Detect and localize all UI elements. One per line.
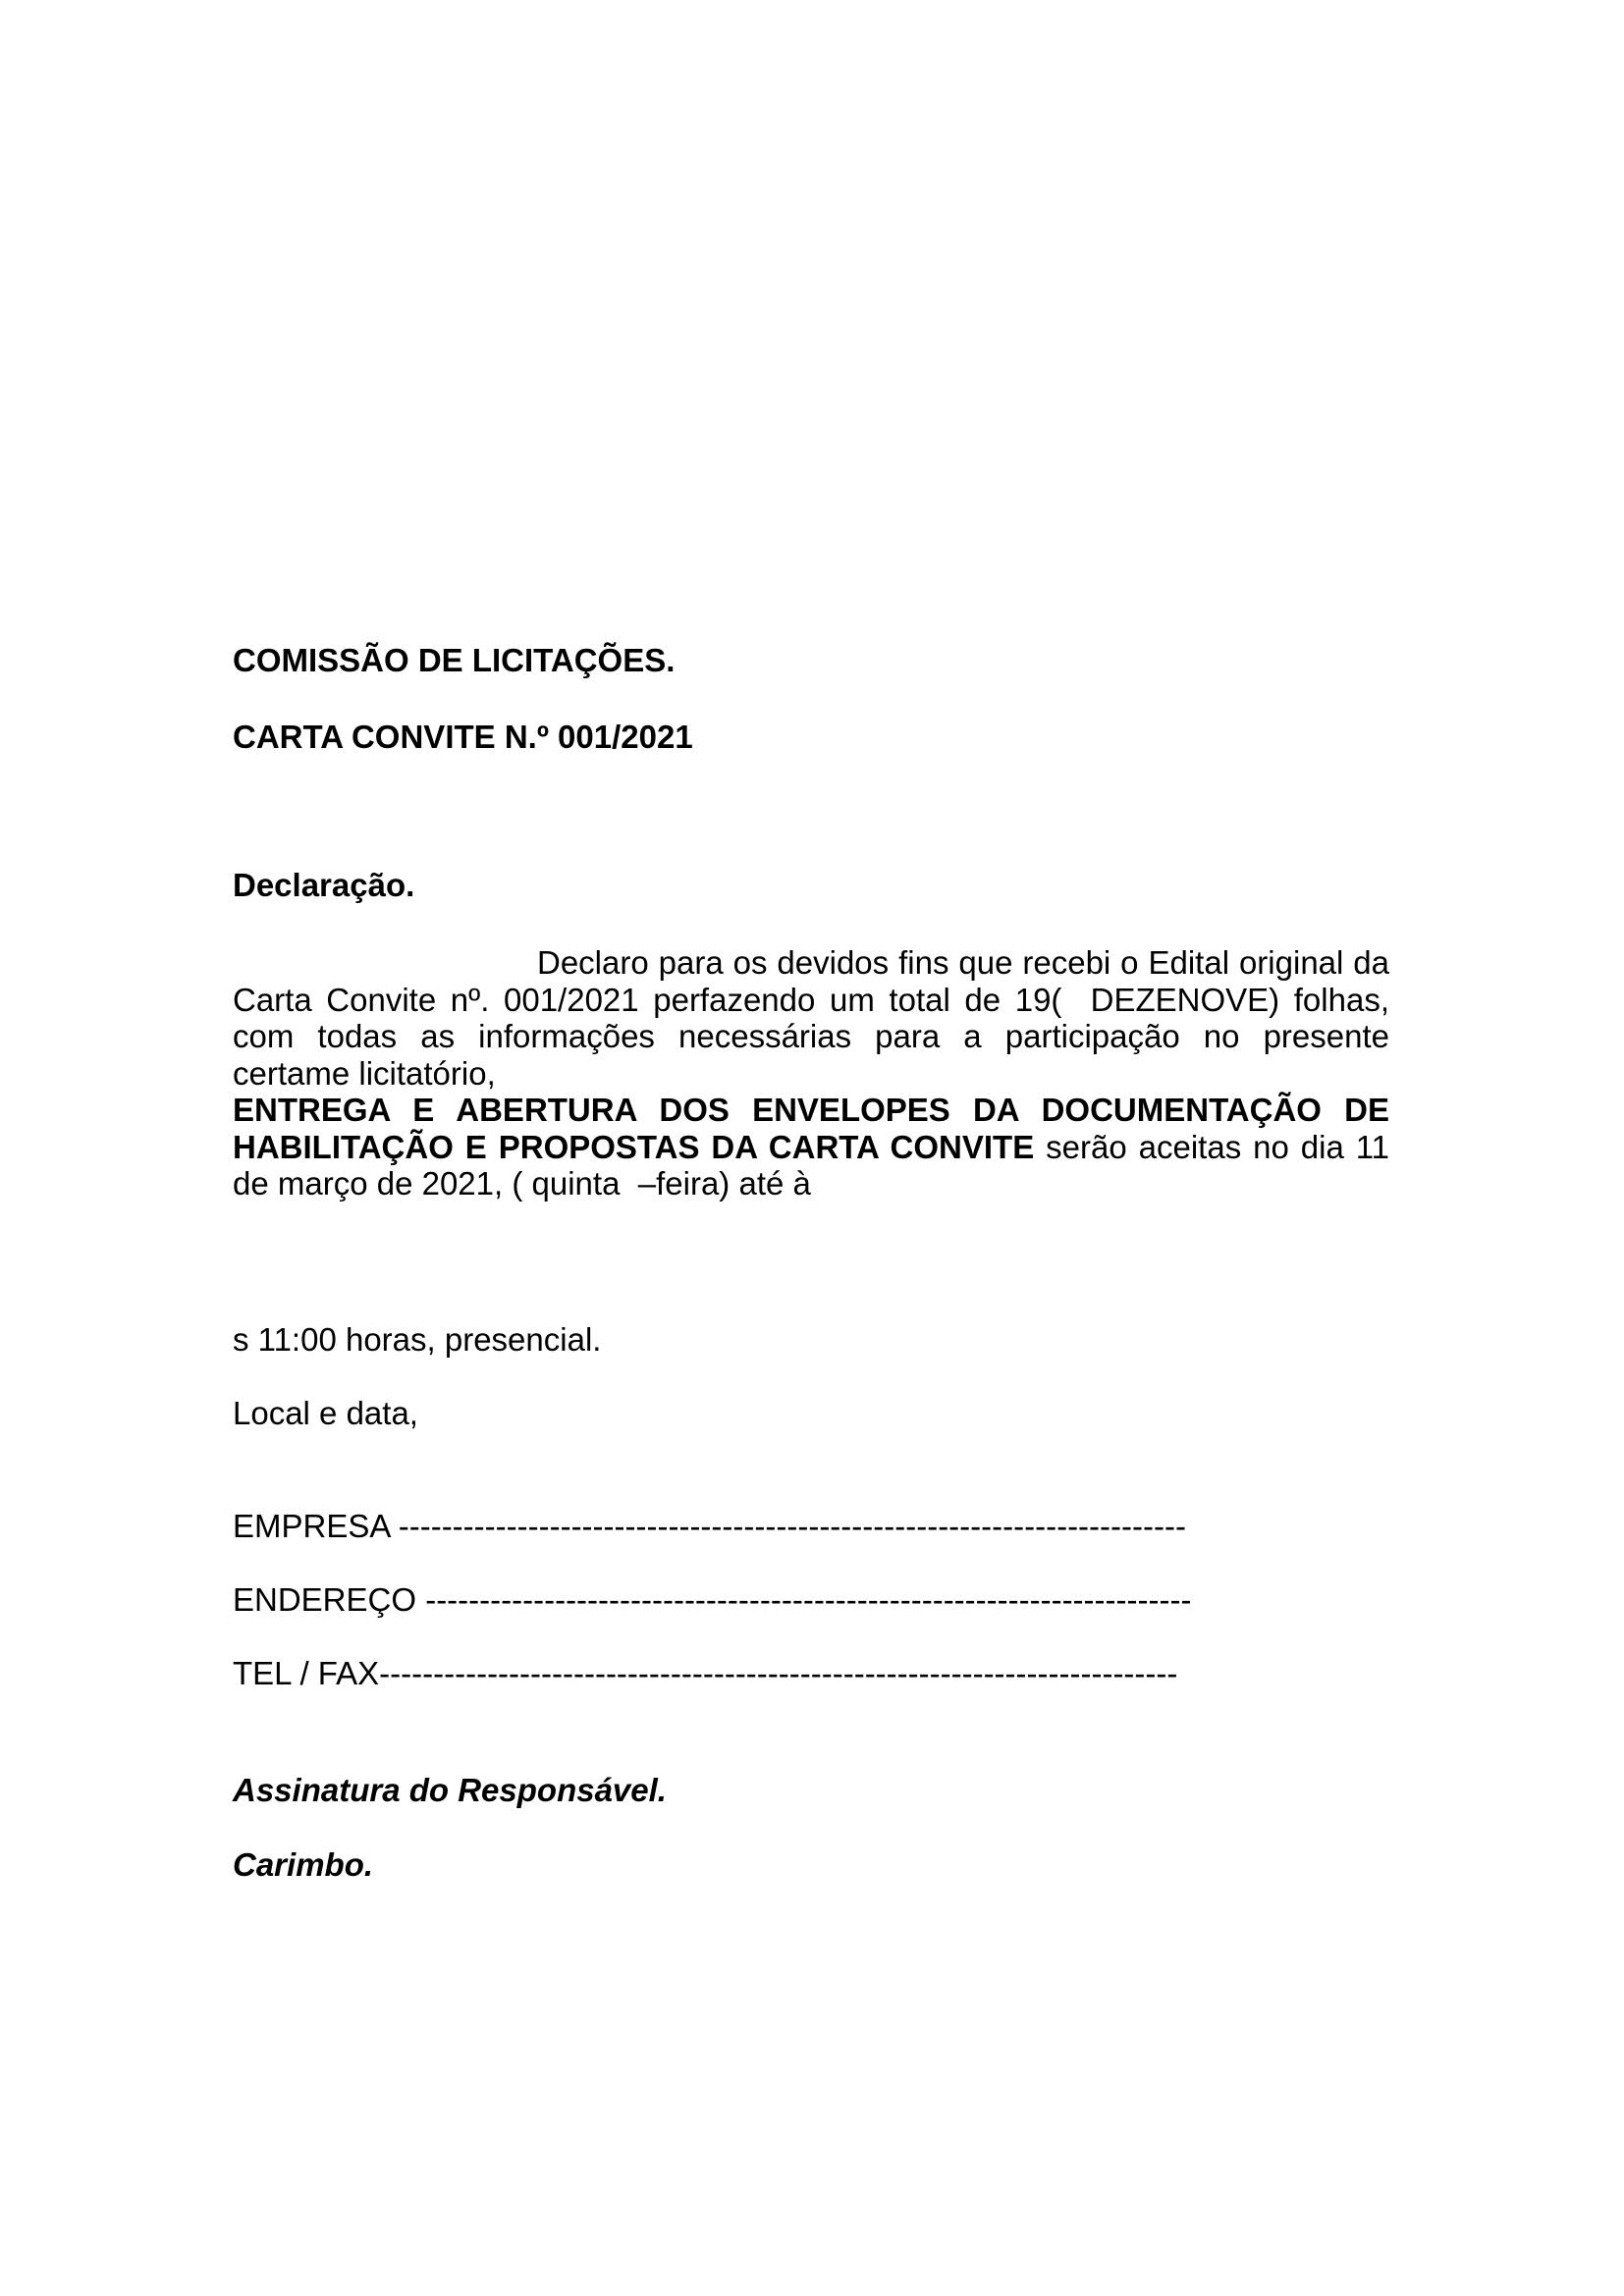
address-field-line [233, 1581, 1389, 1619]
declaration-line-5-envelopes-bold: ENTREGA E ABERTURA DOS ENVELOPES DA DOCUMENTAÇÃO DE [233, 1092, 1389, 1128]
declaration-line-1: Declaro para os devidos fins que recebi o Edital original da [537, 944, 1389, 981]
commission-heading: COMISSÃO DE LICITAÇÕES. [233, 642, 676, 678]
declaration-line-3: com todas as informações necessárias para a participação no presente [233, 1018, 1389, 1054]
responsible-signature-line: Assinatura do Responsável. [233, 1771, 667, 1808]
declaration-line-6-regular-part: serão aceitas no dia 11 [1034, 1128, 1389, 1165]
tel-fax-field-label: TEL / FAX [233, 1654, 380, 1691]
declaration-section-heading: Declaração. [233, 867, 415, 903]
declaration-line-7: de março de 2021, ( quinta –feira) até à [233, 1165, 811, 1201]
tel-fax-field-line [233, 1655, 1389, 1692]
address-fill-in-dashes: ----------------------------------------------------------------------- [425, 1580, 1192, 1618]
place-and-date-line: Local e data, [233, 1394, 418, 1431]
company-field-label: EMPRESA [233, 1507, 399, 1544]
company-field-line [233, 1508, 1389, 1545]
stamp-line: Carimbo. [233, 1845, 374, 1883]
declaration-paragraph [233, 944, 1389, 1202]
time-presential-line: s 11:00 horas, presencial. [233, 1320, 602, 1358]
declaration-line-2: Carta Convite nº. 001/2021 perfazendo um total de 19( DEZENOVE) folhas, [233, 981, 1389, 1018]
declaration-line-4: certame licitatório, [233, 1054, 496, 1092]
company-fill-in-dashes: ------------------------------------------------------------------------- [398, 1507, 1186, 1544]
address-field-label: ENDEREÇO [233, 1580, 426, 1618]
tel-fax-fill-in-dashes: -------------------------------------------------------------------------- [379, 1654, 1178, 1691]
declaration-line-6 [233, 1129, 1389, 1166]
invitation-letter-heading: CARTA CONVITE N.º 001/2021 [233, 719, 693, 755]
declaration-line-6-bold-part: HABILITAÇÃO E PROPOSTAS DA CARTA CONVITE [233, 1128, 1035, 1165]
